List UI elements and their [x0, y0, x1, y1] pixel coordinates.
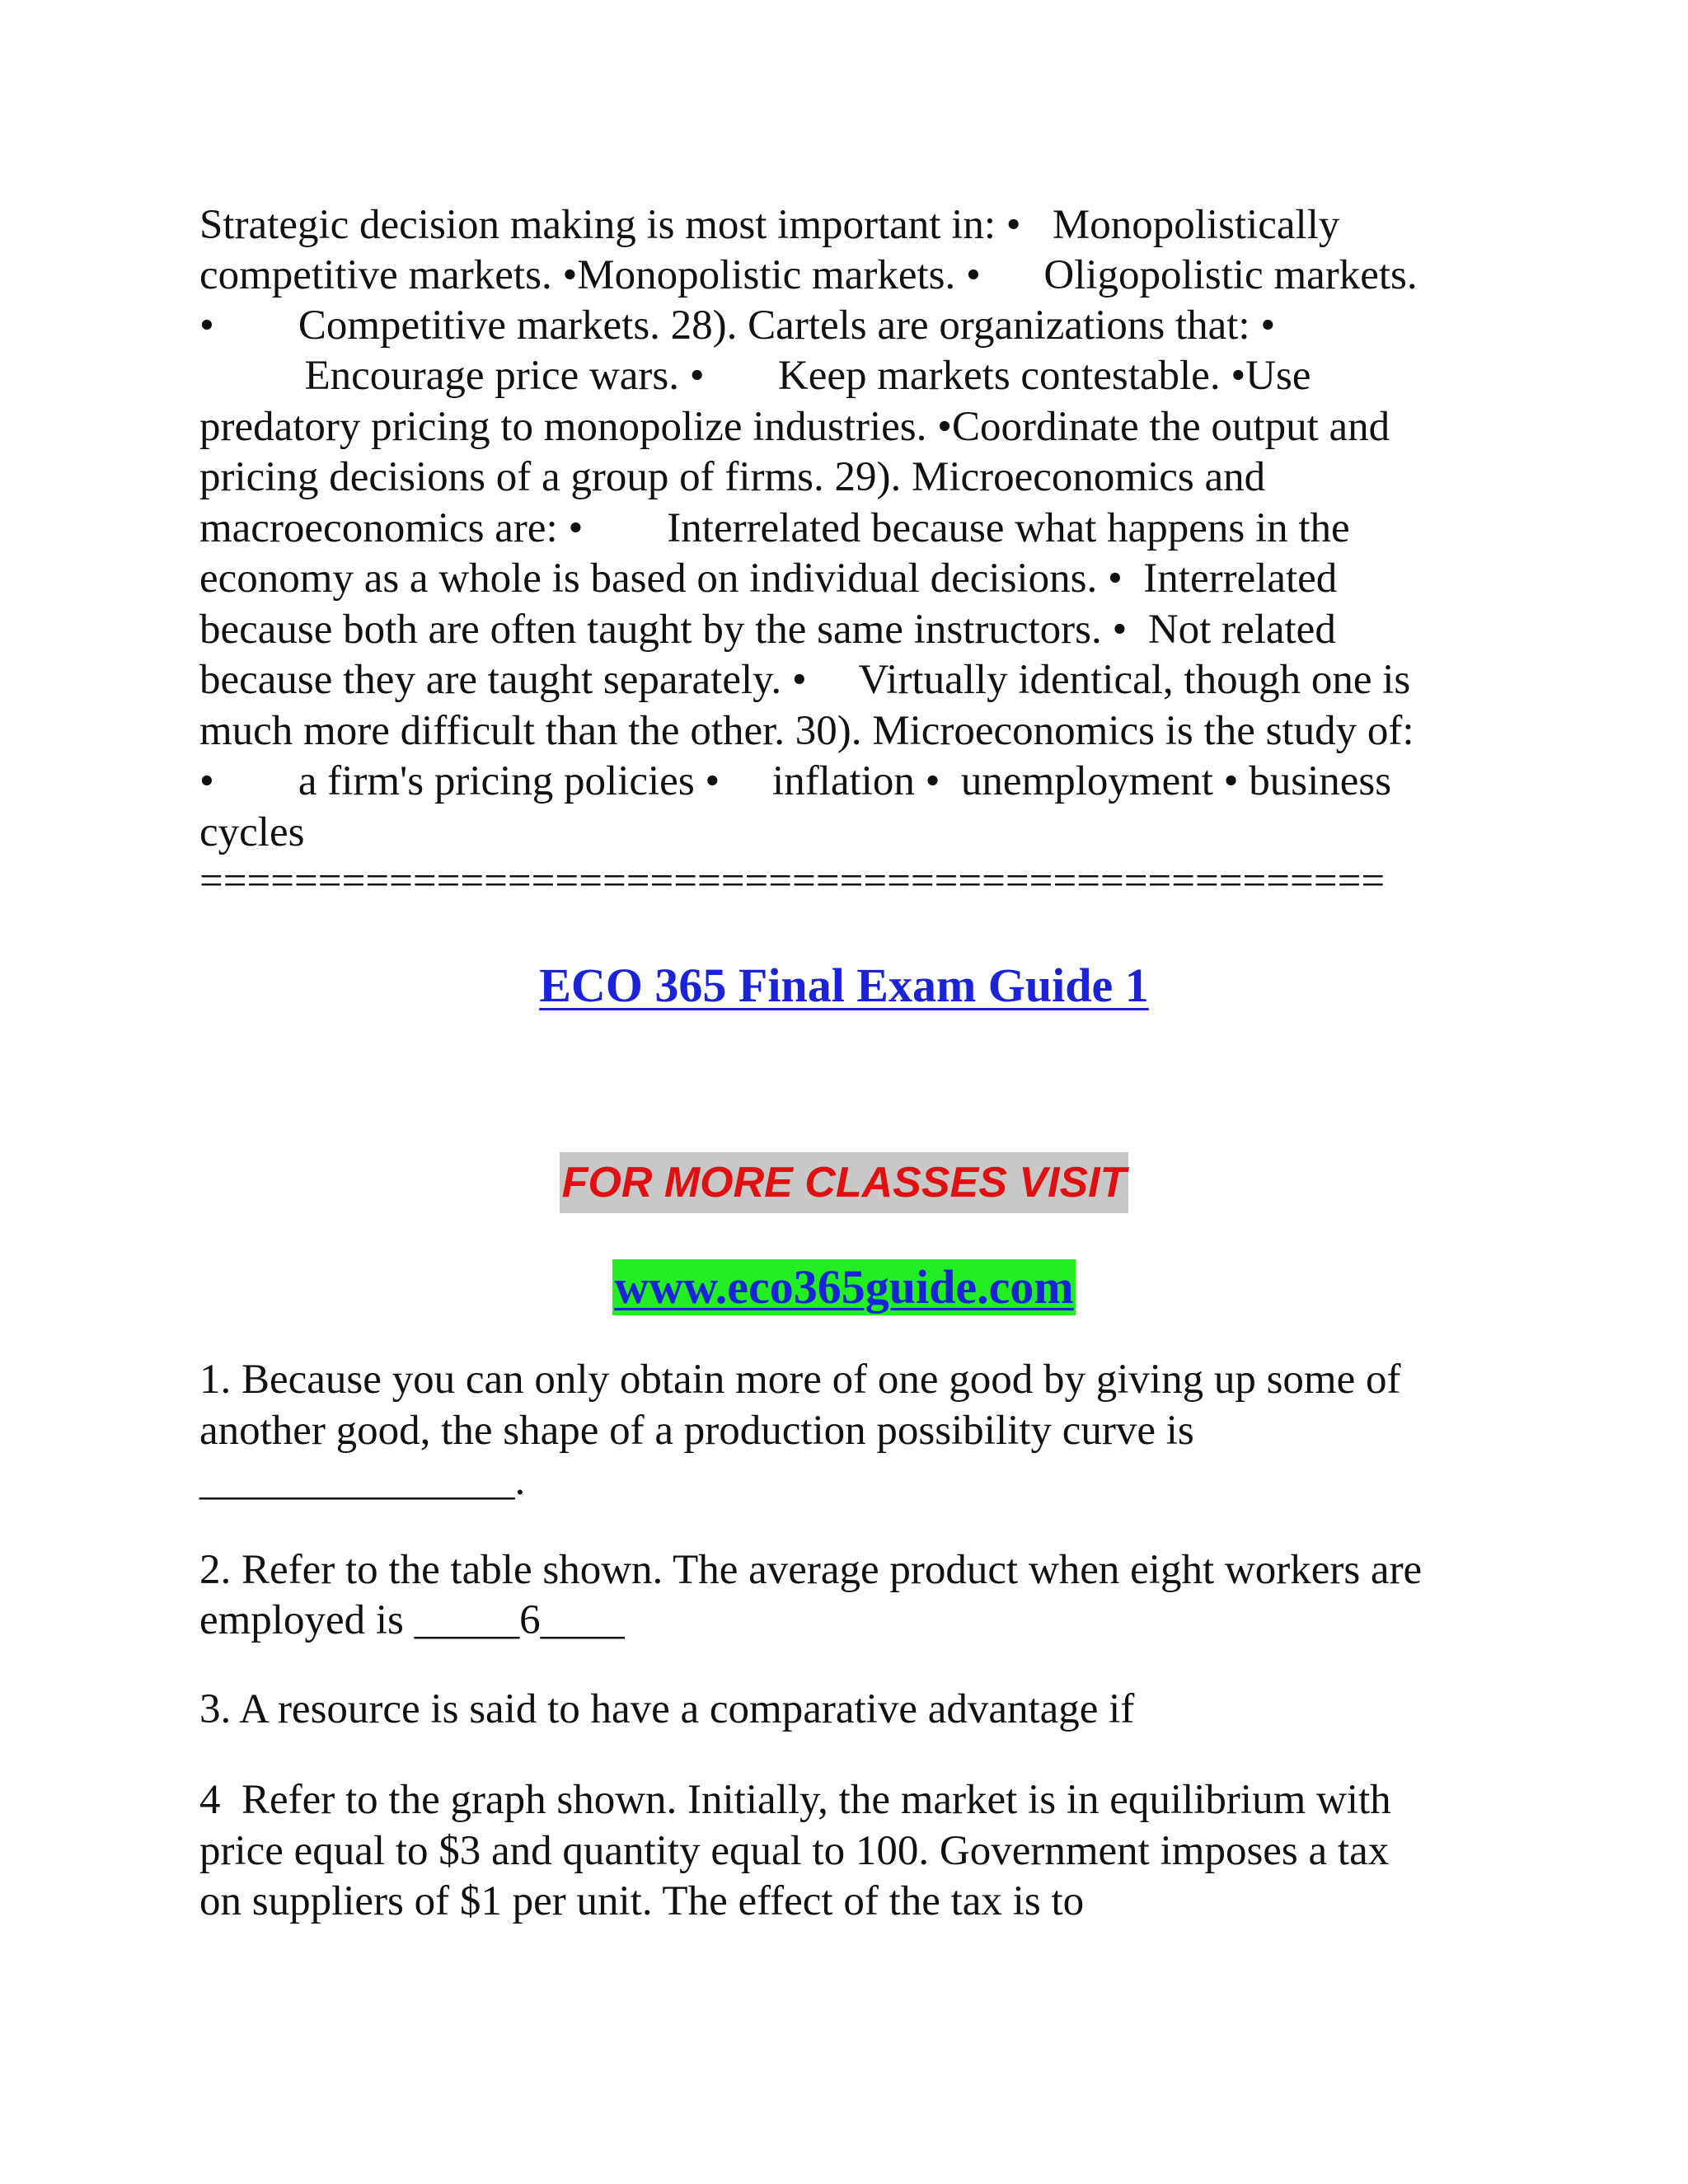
question-line: 4 Refer to the graph shown. Initially, the market is in equilibrium with — [199, 1777, 1391, 1823]
paragraph-line: competitive markets. •Monopolistic markets. • Oligopolistic markets. — [199, 252, 1418, 298]
question-line: on suppliers of $1 per unit. The effect of the tax is to — [199, 1878, 1085, 1924]
paragraph-line: Strategic decision making is most important in: • Monopolistically — [199, 202, 1340, 248]
paragraph-line: • Competitive markets. 28). Cartels are organizations that: • — [199, 302, 1276, 349]
question-line: another good, the shape of a production possibility curve is — [199, 1408, 1194, 1454]
promo-banner: FOR MORE CLASSES VISIT — [560, 1152, 1129, 1213]
paragraph-line: Encourage price wars. • Keep markets contestable. •Use — [199, 353, 1311, 399]
website-link[interactable]: www.eco365guide.com — [614, 1260, 1074, 1314]
website-row — [0, 1259, 1688, 1315]
paragraph-line: macroeconomics are: • Interrelated because what happens in the — [199, 505, 1350, 551]
paragraph-line: • a firm's pricing policies • inflation • unemployment • business — [199, 758, 1392, 804]
promo-row — [0, 1152, 1688, 1213]
paragraph-line: because both are often taught by the same instructors. • Not related — [199, 607, 1336, 653]
question-line: _______________. — [199, 1458, 526, 1504]
question-line: price equal to $3 and quantity equal to 100. Government imposes a tax — [199, 1828, 1390, 1874]
question-line: 3. A resource is said to have a comparative advantage if — [199, 1686, 1135, 1732]
question-line: 1. Because you can only obtain more of one good by giving up some of — [199, 1357, 1401, 1403]
question-line: employed is _____6____ — [199, 1597, 625, 1643]
paragraph-line: pricing decisions of a group of firms. 29). Microeconomics and — [199, 454, 1266, 500]
guide-title-row — [0, 958, 1688, 1013]
question-line: 2. Refer to the table shown. The average product when eight workers are — [199, 1547, 1423, 1593]
guide-title-link[interactable]: ECO 365 Final Exam Guide 1 — [539, 958, 1149, 1012]
paragraph-line: economy as a whole is based on individual decisions. • Interrelated — [199, 555, 1338, 602]
paragraph-line: much more difficult than the other. 30). Microeconomics is the study of: — [199, 708, 1414, 754]
paragraph-line: predatory pricing to monopolize industries. •Coordinate the output and — [199, 404, 1390, 450]
separator-line: ================================================== — [199, 858, 1386, 904]
paragraph-line: because they are taught separately. • Virtually identical, though one is — [199, 657, 1411, 703]
paragraph-line: cycles — [199, 809, 305, 855]
